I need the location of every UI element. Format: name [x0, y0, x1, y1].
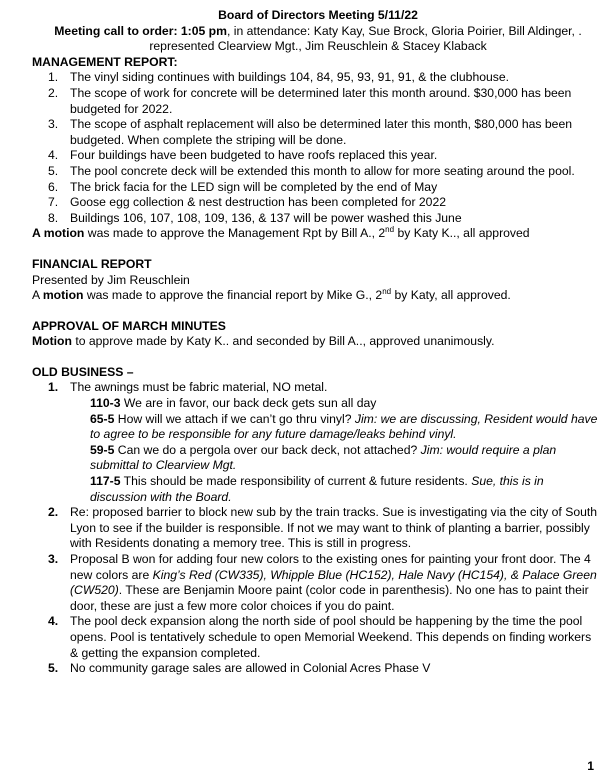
resident-comment: 65-5 How will we attach if we can’t go thru vinyl? Jim: we are discussing, Resident would have to agree to be responsible for any future damage/leaks behind vinyl.	[90, 411, 598, 442]
call-to-order-label: Meeting call to order:	[54, 23, 178, 38]
list-item: 2. The scope of work for concrete will be determined later this month around. $30,000 has been budgeted for 2022.	[48, 85, 572, 116]
list-item: 8. Buildings 106, 107, 108, 109, 136, & 137 will be power washed this June	[48, 210, 462, 225]
management-list	[34, 70, 602, 226]
management-motion: A motion was made to approve the Management Rpt by Bill A., 2nd by Katy K.., all approved	[32, 225, 530, 241]
list-item: 2. Re: proposed barrier to block new sub by the train tracks. Sue is investigating via the city of South Lyon to see if the builder is responsible. If not we may want to think of planting a barrier, possibly with Residents donating a memory tree. This is still in progress.	[48, 505, 598, 551]
financial-heading: FINANCIAL REPORT	[32, 256, 152, 271]
attendance-text-2: represented Clearview Mgt., Jim Reuschlein & Stacey Klaback	[149, 39, 487, 54]
list-item: 5. The pool concrete deck will be extended this month to allow for more seating around the pool.	[48, 163, 575, 178]
minutes-motion: Motion to approve made by Katy K.. and seconded by Bill A.., approved unanimously.	[32, 334, 495, 349]
financial-presented: Presented by Jim Reuschlein	[32, 272, 190, 287]
list-item: 5. No community garage sales are allowed in Colonial Acres Phase V	[48, 661, 431, 676]
resident-comment: 117-5 This should be made responsibility of current & future residents. Sue, this is in discussion with the Board.	[90, 474, 544, 504]
list-item: 4. The pool deck expansion along the north side of pool should be happening by the time the pool opens. Pool is tentatively schedule to open Memorial Weekend. This depends on finding workers & getting the expansion completed.	[48, 614, 592, 660]
attendance-text: , in attendance: Katy Kay, Sue Brock, Gloria Poirier, Bill Aldinger, .	[226, 23, 582, 38]
document-title: Board of Directors Meeting 5/11/22	[218, 8, 418, 22]
list-item: 6. The brick facia for the LED sign will be completed by the end of May	[48, 179, 438, 194]
resident-comment: 110-3 We are in favor, our back deck gets sun all day	[90, 396, 377, 411]
old-business-heading: OLD BUSINESS –	[32, 364, 134, 379]
list-item: 1. The vinyl siding continues with buildings 104, 84, 95, 93, 91, 91, & the clubhouse.	[48, 70, 510, 85]
old-business-list	[34, 380, 602, 676]
page-number: 1	[587, 759, 594, 774]
minutes-heading: APPROVAL OF MARCH MINUTES	[32, 318, 226, 333]
list-item: 3. The scope of asphalt replacement will also be determined later this month, $80,000 has been budgeted. When complete the striping will be done.	[48, 117, 573, 147]
list-item: 7. Goose egg collection & nest destruction has been completed for 2022	[48, 195, 447, 210]
financial-motion: A motion was made to approve the financial report by Mike G., 2nd by Katy, all approved.	[32, 287, 511, 303]
call-to-order	[34, 24, 602, 40]
list-item: 3. Proposal B won for adding four new colors to the existing ones for painting your front door. The 4 new colors are King’s Red (CW335), Whipple Blue (HC152), Hale Navy (HC154), & Palace Green (CW520). These are Benjamin Moore paint (color code in parenthesis). No one has to paint their door, these are just a few more color choices if you do paint.	[48, 552, 597, 613]
list-item: 4. Four buildings have been budgeted to have roofs replaced this year.	[48, 148, 438, 163]
resident-comment: 59-5 Can we do a pergola over our back deck, not attached? Jim: would require a plan submittal to Clearview Mgt.	[90, 442, 557, 473]
call-to-order-time: 1:05 pm	[180, 23, 227, 38]
management-heading: MANAGEMENT REPORT:	[32, 54, 178, 69]
list-item: 1. The awnings must be fabric material, NO metal. 110-3 We are in favor, our back deck gets sun all day 65-5 How will we attach if we can’t go thru vinyl? Jim: we are discussing, Resident would have to agree to be responsible for any future damage/leaks behind vinyl. 59-5 Can we do a pergola over our back deck, not attached? Jim: would require a plan submittal to Clearview Mgt. 117-5 This should be made responsibility of current & future residents. Sue, this is in discussion with the Board.	[34, 380, 602, 505]
